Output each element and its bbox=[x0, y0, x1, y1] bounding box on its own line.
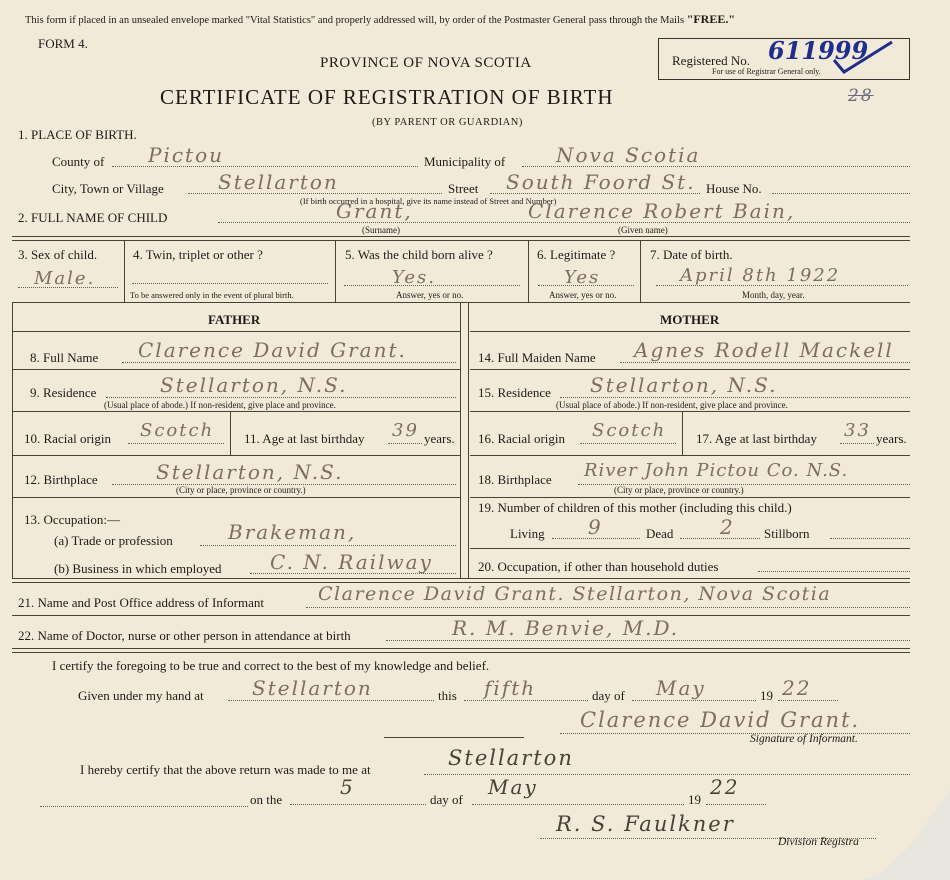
mother-years-label: years. bbox=[876, 431, 907, 446]
mother-name-label: 14. Full Maiden Name bbox=[478, 350, 596, 365]
registrar-signature: R. S. Faulkner bbox=[556, 812, 735, 836]
surname-note: (Surname) bbox=[362, 225, 400, 235]
informant-line bbox=[306, 607, 910, 608]
divider bbox=[230, 411, 231, 455]
year-prefix: 19 bbox=[760, 688, 773, 703]
father-age-value: 39 bbox=[392, 420, 419, 441]
registrar-place-value: Stellarton bbox=[448, 746, 574, 770]
twin-note: To be answered only in the event of plural birth. bbox=[130, 290, 294, 300]
father-residence-line bbox=[106, 397, 456, 398]
mother-residence-line bbox=[560, 397, 910, 398]
father-age-line bbox=[388, 443, 422, 444]
children-count-label: 19. Number of children of this mother (including this child.) bbox=[478, 500, 792, 515]
attendant-label: 22. Name of Doctor, nurse or other person in attendance at birth bbox=[18, 628, 351, 643]
rule bbox=[470, 369, 910, 370]
rule bbox=[12, 236, 910, 237]
form-number: FORM 4. bbox=[38, 36, 88, 51]
mother-name-line bbox=[620, 362, 910, 363]
rule bbox=[12, 240, 910, 241]
mother-age-line bbox=[840, 443, 874, 444]
registrar-year-line bbox=[706, 804, 766, 805]
father-residence-note: (Usual place of abode.) If non-resident, give place and province. bbox=[104, 400, 336, 410]
mother-age-label: 17. Age at last birthday bbox=[696, 431, 817, 446]
mother-name-value: Agnes Rodell Mackell bbox=[634, 338, 894, 362]
registrar-signature-label: Division Registra bbox=[778, 836, 859, 848]
notice-text: This form if placed in an unsealed envelope marked "Vital Statistics" and properly addressed will, by order of the Postmaster General pass through the Mails bbox=[25, 15, 685, 26]
living-label: Living bbox=[510, 526, 545, 541]
rule bbox=[12, 497, 460, 498]
rule bbox=[12, 648, 910, 649]
informant-value: Clarence David Grant. Stellarton, Nova Scotia bbox=[318, 583, 832, 605]
rule bbox=[12, 331, 460, 332]
rule bbox=[12, 652, 910, 653]
mother-header: MOTHER bbox=[660, 312, 720, 327]
rule bbox=[12, 302, 910, 303]
born-alive-label: 5. Was the child born alive ? bbox=[345, 247, 493, 262]
date-of-birth-note: Month, day, year. bbox=[742, 290, 805, 300]
street-value: South Foord St. bbox=[506, 170, 696, 194]
day-of-label: day of bbox=[592, 688, 625, 703]
given-place-line bbox=[228, 700, 434, 701]
father-years-label: years. bbox=[424, 431, 455, 446]
father-birthplace-note: (City or place, province or country.) bbox=[176, 485, 306, 495]
rule bbox=[12, 411, 460, 412]
attendant-line bbox=[386, 640, 910, 641]
divider bbox=[468, 302, 469, 578]
this-label: this bbox=[438, 688, 457, 703]
divider bbox=[460, 302, 461, 578]
rule bbox=[12, 369, 460, 370]
county-label: County of bbox=[52, 154, 105, 169]
mother-birthplace-note: (City or place, province or country.) bbox=[614, 485, 744, 495]
twin-line bbox=[132, 283, 328, 284]
rule bbox=[470, 331, 910, 332]
province-heading: PROVINCE OF NOVA SCOTIA bbox=[320, 55, 532, 71]
divider bbox=[12, 302, 13, 578]
father-name-line bbox=[122, 362, 456, 363]
sex-value: Male. bbox=[34, 268, 96, 289]
attendant-value: R. M. Benvie, M.D. bbox=[452, 616, 680, 640]
rule bbox=[12, 578, 910, 579]
father-name-value: Clarence David Grant. bbox=[138, 338, 407, 362]
trade-label: (a) Trade or profession bbox=[54, 533, 173, 548]
mother-race-line bbox=[580, 443, 676, 444]
child-given-name: Clarence Robert Bain, bbox=[528, 199, 796, 223]
registrar-month-value: May bbox=[488, 775, 538, 799]
on-the-label: on the bbox=[250, 792, 283, 807]
informant-label: 21. Name and Post Office address of Informant bbox=[18, 595, 264, 610]
registrar-year-prefix: 19 bbox=[688, 792, 701, 807]
informant-signature: Clarence David Grant. bbox=[580, 708, 861, 732]
given-name-note: (Given name) bbox=[618, 225, 668, 235]
informant-signature-label: Signature of Informant. bbox=[750, 733, 858, 745]
margin-mark: 28 bbox=[848, 86, 874, 106]
legitimate-note: Answer, yes or no. bbox=[549, 290, 617, 300]
registrar-certification-text: I hereby certify that the above return was made to me at bbox=[80, 762, 371, 777]
mother-race-label: 16. Racial origin bbox=[478, 431, 566, 446]
registered-number: 611999 bbox=[768, 36, 869, 65]
hospital-note: (If birth occurred in a hospital, give its name instead of Street and Number) bbox=[300, 196, 557, 206]
father-residence-label: 9. Residence bbox=[30, 385, 97, 400]
living-value: 9 bbox=[588, 515, 603, 539]
born-alive-note: Answer, yes or no. bbox=[396, 290, 464, 300]
given-under-hand-label: Given under my hand at bbox=[78, 688, 204, 703]
registrar-note: For use of Registrar General only. bbox=[712, 67, 821, 76]
mother-birthplace-value: River John Pictou Co. N.S. bbox=[584, 460, 849, 481]
registrar-month-line bbox=[472, 804, 684, 805]
check-mark-icon bbox=[830, 38, 900, 78]
free-label: "FREE." bbox=[686, 12, 736, 26]
father-race-line bbox=[128, 443, 224, 444]
informant-certification-text: I certify the foregoing to be true and correct to the best of my knowledge and belief. bbox=[52, 658, 490, 673]
business-label: (b) Business in which employed bbox=[54, 561, 222, 576]
given-month-line bbox=[632, 700, 756, 701]
divider bbox=[124, 240, 125, 302]
child-surname: Grant, bbox=[336, 199, 413, 223]
father-header: FATHER bbox=[208, 312, 261, 327]
stillborn-line bbox=[830, 538, 910, 539]
father-race-value: Scotch bbox=[140, 420, 215, 441]
certificate-title: CERTIFICATE OF REGISTRATION OF BIRTH bbox=[160, 85, 614, 109]
legitimate-value: Yes bbox=[564, 267, 601, 288]
given-day-value: fifth bbox=[484, 676, 537, 700]
trade-value: Brakeman, bbox=[228, 520, 357, 544]
trade-line bbox=[200, 545, 456, 546]
mother-occupation-line bbox=[758, 571, 910, 572]
given-year-line bbox=[778, 700, 838, 701]
father-birthplace-label: 12. Birthplace bbox=[24, 472, 98, 487]
rule bbox=[12, 455, 460, 456]
father-race-label: 10. Racial origin bbox=[24, 431, 112, 446]
house-no-label: House No. bbox=[706, 181, 762, 196]
street-label: Street bbox=[448, 181, 479, 196]
registrar-day-value: 5 bbox=[340, 775, 355, 799]
municipality-label: Municipality of bbox=[424, 154, 506, 169]
mother-age-value: 33 bbox=[844, 420, 871, 441]
given-year-value: 22 bbox=[782, 676, 812, 700]
registrar-day-line bbox=[290, 804, 426, 805]
father-birthplace-value: Stellarton, N.S. bbox=[156, 460, 344, 484]
registered-label: Registered No. bbox=[672, 53, 750, 68]
mother-occupation-label: 20. Occupation, if other than household duties bbox=[478, 559, 719, 574]
rule bbox=[470, 497, 910, 498]
date-of-birth-label: 7. Date of birth. bbox=[650, 247, 733, 262]
registrar-year-value: 22 bbox=[710, 775, 740, 799]
child-name-label: 2. FULL NAME OF CHILD bbox=[18, 210, 168, 225]
twin-label: 4. Twin, triplet or other ? bbox=[133, 247, 263, 262]
rule bbox=[384, 737, 524, 738]
stillborn-label: Stillborn bbox=[764, 526, 810, 541]
date-of-birth-value: April 8th 1922 bbox=[680, 265, 841, 286]
certificate-subtitle: (BY PARENT OR GUARDIAN) bbox=[372, 117, 523, 128]
occupation-label: 13. Occupation:— bbox=[24, 512, 121, 527]
divider bbox=[640, 240, 641, 302]
mother-race-value: Scotch bbox=[592, 420, 667, 441]
city-value: Stellarton bbox=[218, 170, 339, 194]
house-no-line bbox=[772, 193, 910, 194]
mother-residence-label: 15. Residence bbox=[478, 385, 551, 400]
born-alive-value: Yes. bbox=[392, 267, 436, 288]
divider bbox=[335, 240, 336, 302]
given-month-value: May bbox=[656, 676, 706, 700]
mother-birthplace-label: 18. Birthplace bbox=[478, 472, 552, 487]
dead-value: 2 bbox=[720, 515, 735, 539]
city-label: City, Town or Village bbox=[52, 181, 164, 196]
father-residence-value: Stellarton, N.S. bbox=[160, 373, 348, 397]
business-value: C. N. Railway bbox=[270, 550, 433, 574]
registrar-blank-line bbox=[40, 806, 248, 807]
place-of-birth-label: 1. PLACE OF BIRTH. bbox=[18, 127, 137, 142]
sex-label: 3. Sex of child. bbox=[18, 247, 98, 262]
dead-label: Dead bbox=[646, 526, 674, 541]
father-name-label: 8. Full Name bbox=[30, 350, 99, 365]
torn-corner bbox=[860, 790, 950, 880]
legitimate-label: 6. Legitimate ? bbox=[537, 247, 616, 262]
registrar-day-of-label: day of bbox=[430, 792, 463, 807]
mother-residence-value: Stellarton, N.S. bbox=[590, 373, 778, 397]
municipality-value: Nova Scotia bbox=[556, 143, 701, 167]
given-place-value: Stellarton bbox=[252, 676, 373, 700]
county-value: Pictou bbox=[148, 143, 225, 167]
rule bbox=[470, 455, 910, 456]
mother-residence-note: (Usual place of abode.) If non-resident, give place and province. bbox=[556, 400, 788, 410]
divider bbox=[682, 411, 683, 455]
divider bbox=[528, 240, 529, 302]
mailing-notice bbox=[25, 12, 735, 27]
father-age-label: 11. Age at last birthday bbox=[244, 431, 365, 446]
rule bbox=[470, 411, 910, 412]
given-day-line bbox=[464, 700, 588, 701]
rule bbox=[470, 548, 910, 549]
